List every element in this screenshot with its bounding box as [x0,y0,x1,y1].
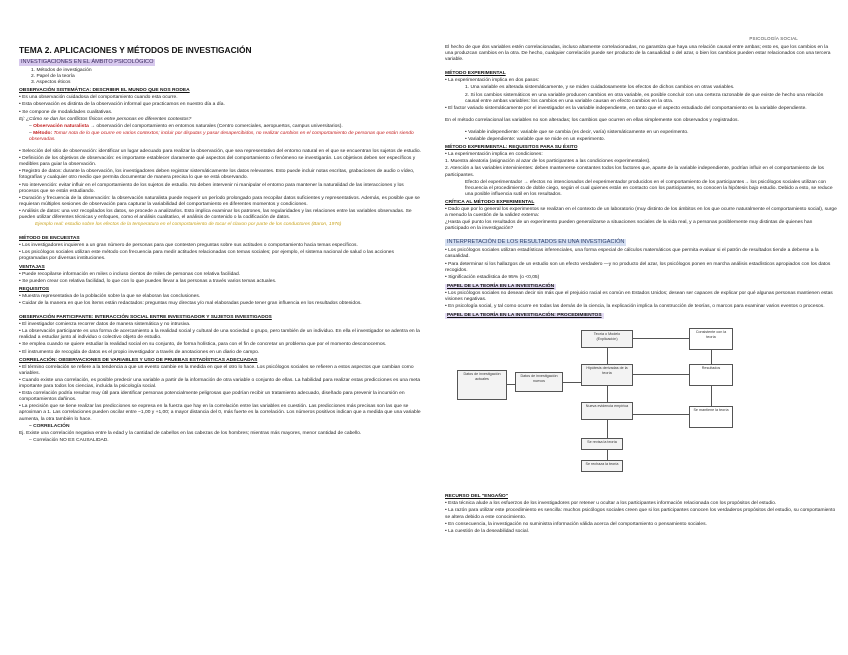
section-heading: MÉTODO EXPERIMENTAL [445,71,506,77]
diagram-connector [563,382,581,383]
diagram-connector [633,374,689,375]
diagram-box: Datos de investigación nuevos [515,372,563,392]
diagram-box: Consistente con la teoría [689,328,733,350]
paragraph: • El factor variado sistemáticamente por el investigador es la variable independiente, en tanto que el aspecto estudiado del comportamiento es la variable dependiente. [445,105,807,111]
diagram-connector [711,350,712,364]
section-subtitle: INVESTIGACIONES EN EL ÁMBITO PSICOLÓGICO [21,59,154,65]
paragraph: • Los psicólogos sociales utilizan este método con frecuencia para medir actitudes relacionadas con temas sociales; por ejemplo, el sistema nacional de salud o las acciones programadas por diversas instituciones. [19,250,394,262]
list-item: 1. Métodos de investigación [31,68,92,73]
paragraph: 2. Atención a las variables intervinientes: deben mantenerse constantes todos los factores que, aparte de la variable independiente, podrían influir en el comportamiento de los participantes. [445,166,824,178]
paragraph: • Duración y frecuencia de la observación: la observación naturalista puede requerir un período prolongado para recopilar datos suficientes y representativos. Además, es posible que se requieran múltiples sesiones de observación para capturar la variabilidad del comportamiento en diferentes momentos y condiciones. [19,195,420,207]
section-heading: OBSERVACIÓN SISTEMÁTICA: DESCRIBIR EL MUNDO QUE NOS RODEA [19,88,190,94]
diagram-box: Se mantiene la teoría [689,406,733,428]
diagram-connector [607,348,608,364]
left-column [19,45,422,445]
diagram-box: Resultados [689,364,733,386]
paragraph: • Selección del sitio de observación: identificar un lugar adecuado para realizar la observación, que sea representativo del entorno natural en el que se encuentran los sujetos de estudio. [19,149,421,155]
paragraph: En el método correlacional las variables no son alteradas; los cambios que ocurren en ellas simplemente son observados y registrados. [445,117,739,123]
diagram-connector [607,450,608,460]
subheading: – CORRELACIÓN [29,423,70,429]
list-item: 3. Aspectos éticos [31,80,71,86]
diagram-connector [633,414,689,415]
section-heading: MÉTODO EXPERIMENTAL: REQUISITOS PARA SU ÉXITO [445,145,578,151]
paragraph: • Los psicólogos sociales no desean decir sin más que el prejuicio racial es común en Estados Unidos; desean ser capaces de explicar por qué algunas personas mantienen estas visiones negativas. [445,290,833,302]
section-heading: PAPEL DE LA TEORÍA EN LA INVESTIGACIÓN [447,283,555,289]
right-column [445,45,837,536]
paragraph: • El instrumento de recogida de datos es el propio investigador a través de anotaciones en un diario de campo. [19,349,260,355]
diagram-connector [633,338,689,339]
paragraph: ¿Hasta qué punto los resultados de un experimento pueden generalizarse a situaciones sociales de la vida real, y a personas posiblemente muy distintas de quienes han participado en la investigación? [445,220,813,232]
section-heading: CORRELACIÓN: OBSERVACIONES DE VARIABLES Y USO DE PRUEBAS ESTADÍSTICAS ADECUADAS [19,357,258,363]
paragraph: • Análisis de datos: una vez recopilados los datos, se procede a analizarlos. Esto implica examinar los patrones, las regularidades y las relaciones entre las variables observadas. Se pueden utilizar diferentes técnicas y enfoques, como el análisis cualitativo, el análisis de contenido o la codificación de datos. [19,208,412,220]
highlight-term: Método: [33,130,53,136]
section-heading: RECURSO DEL "ENGAÑO" [445,494,508,500]
paragraph: – Observación naturalista → observación del comportamiento en entornos naturales (Centro comerciales, aeropuertos, campus universitarios). [29,123,343,129]
paragraph: • La experimentación implica en condiciones: [445,152,543,158]
paragraph: • La experimentación implica en dos pasos: [445,78,540,84]
paragraph: • Los psicólogos sociales utilizan estadísticas inferenciales, una forma especial de cálculos matemáticos que permita evaluar si el patrón de resultados tiende a deberse a la casualidad. [445,248,819,260]
paragraph: 1. Muestra aleatoria (asignación al azar de los participantes a las condiciones experimentales). [445,159,651,165]
paragraph: • Se pueden crear con relativa facilidad, lo que con lo que puedes llevar a las personas a través varios temas actuales. [19,278,277,284]
paragraph: 2. Si los cambios sistemáticos en una variable producen cambios en otra variable, es posible concluir con una certeza razonable de que existe de hecho una relación causal entre ambas variables: los cambios en una variable causan en efecto cambios en la otra. [465,92,824,104]
section-heading: REQUISITOS [19,286,50,292]
paragraph: • Para determinar si los hallazgos de un estudio son un efecto verdadero —y no producto del azar, los psicólogos ponen en marcha análisis estadísticos apropiados con los datos recogidos. [445,261,831,273]
example-question: Ej: ¿Cómo se dan los conflictos físicos entre personas en diferentes contextos? [19,116,192,122]
paragraph: Ej. Existe una correlación negativa entre la edad y la cantidad de cabellos en las cabezas de los hombres; mientras más mayores, menor cantidad de cabello. [19,430,362,436]
paragraph: • Esta observación es distinta de la observación informal que practicamos en nuestro día a día. [19,102,225,108]
paragraph: • La razón para utilizar este procedimiento es sencilla: muchos psicólogos sociales creen que si los participantes conocen los verdaderos propósitos del estudio, su comportamiento se altera debido a este conocimiento. [445,508,836,520]
section-heading: VENTAJAS [19,264,45,270]
paragraph: • Puede recopilarse información en miles o incluso cientos de miles de personas con relativa facilidad. [19,271,241,277]
diagram-box: Teoría o Modelo (Explicación) [581,330,633,348]
paragraph: • La observación participante es una forma de acercamiento a la realidad social y cultural de una sociedad o grupo, pero también de un individuo. En ella el investigador se adentra en la realidad a estudiar junto al individuo o colectivo objeto de estudio. [19,329,420,341]
contents-list [31,68,422,86]
paragraph: • La cuestión de la deseabilidad social. [445,528,530,534]
theory-diagram [445,324,837,492]
diagram-connector [607,420,608,438]
paragraph: • El término correlación se refiere a la tendencia a que un evento cambie en la medida en que el otro lo hace. Los psicólogos sociales se refieren a estos aspectos que cambian como variables. [19,364,414,376]
section-heading: MÉTODO DE ENCUESTAS [19,236,80,242]
paragraph: • Dado que por lo general los experimentos se realizan en el contexto de un laboratorio (muy distinto de los ámbitos en los que ocurre naturalmente el comportamiento social), surge a menudo la cuestión de la validez externa: [445,206,837,219]
diagram-connector [711,386,712,406]
paragraph: • Registro de datos: durante la observación, los investigadores deben registrar sistemáticamente los datos relevantes. Esto puede incluir notas escritas, grabaciones de audio o vídeo, fotografías y cualquier otro medio que permita documentar de manera precisa lo que se está observando. [19,169,415,181]
diagram-connector [607,386,608,402]
paragraph: • Definición de los objetivos de observación: es importante establecer claramente qué aspectos del comportamiento o fenómeno se investigarán. Los objetivos deben ser específicos y medibles para guiar la observación. [19,156,416,168]
paragraph: • Los investigadores inquieren a un gran número de personas para que contesten preguntas sobre sus actitudes o comportamiento hacia temas específicos. [19,243,358,249]
paragraph: • Cuidar de la manera en que los ítems están redactados: preguntas muy directas y/o mal elaboradas puede tener gran influencia en los resultados obtenidos. [19,301,362,306]
paragraph: • No intervención: evitar influir en el comportamiento de los sujetos de estudio. No deben intervenir ni manipular el entorno para mantener la naturalidad de las interacciones y los procesos que se están estudiando. [19,182,404,194]
paragraph: • En psicología social, y tal como ocurre en todas las demás de la ciencia, la explicación implica la construcción de teorías, o marcos para examinar varios eventos o procesos. [445,304,825,310]
paragraph: • Cuando existe una correlación, es posible predecir una variable a partir de la información de otra variable o conjunto de ellas. La habilidad para realizar estas predicciones es una meta importante para todos los ciencias, incluida la psicología social. [19,377,421,390]
running-header: PSICOLOGÍA SOCIAL [749,36,798,41]
section-heading: PAPEL DE LA TEORÍA EN LA INVESTIGACIÓN: PROCEDIMIENTOS [447,313,602,319]
paragraph: El hecho de que dos variables estén correlacionadas, incluso altamente correlacionadas, no garantiza que haya una relación causal entre ambas; esto es, que los cambios en la una produzcan cambios en la otra. De hecho, cualquier correlación puede ser producto de la casualidad o del azar, o bien los cambios pueden estar relacionados con una tercera variable. [445,45,831,63]
paragraph: • Significación estadística de 95% (o <0,05) [445,274,540,280]
example-text: Ejemplo real: estudio sobre los efectos de la temperatura en el comportamiento de tocar el claxon por parte de los conductores (Baron, 1976) [35,222,342,228]
list-item: 2. Papel de la teoría [31,74,75,80]
paragraph: • Variable dependiente: variable que se mide en un experimento. [465,137,606,143]
paragraph: 1. Una variable es alterada sistemáticamente, y se miden cuidadosamente los efectos de dichos cambios en otras variables. [465,85,735,91]
paragraph: • Es una observación cuidadosa del comportamiento cuando esta ocurre. [19,95,178,101]
paragraph: • Se emplea cuando se quiere estudiar la realidad social en su conjunto, de forma holística, para con el fin de concretar un problema que por el momento desconocemos. [19,342,387,348]
diagram-connector [507,384,515,385]
diagram-box: Nueva evidencia empírica [581,402,633,420]
paragraph: Efecto del experimentador → efectos no intencionados del experimentador producidos en el comportamiento de los participantes→ los psicólogos sociales utilizan con frecuencia el procedimiento de doble ciego, según el cual quienes están en contacto con los participantes, no conocen la hipótesis bajo estudio. Debido a esto, se reduce una posible influencia sutil en los resultados. [465,179,833,197]
section-heading: OBSERVACIÓN PARTICIPANTE: INTERACCIÓN SOCIAL ENTRE INVESTIGADOR Y SUJETOS INVESTIGADOS [19,315,272,321]
paragraph: • El investigador comienza recorrer datos de manera sistemática y no intrusiva. [19,322,191,328]
diagram-box: Hipótesis derivadas de la teoría [581,364,633,386]
paragraph: • La precisión que se tiene realizar las predicciones se expresa en la fuerza que hay en la correlación entre las variables en cuestión. Las predicciones más precisas son las que se aproximan a 1. Las correlaciones pueden oscilar entre −1,00 y +1,00; a mayor distancia del 0, más fuerte es la correlación. Los números positivos indican que a medida que una variable aumenta, la otra también lo hace. [19,404,421,422]
diagram-box: Datos de investigación actuales [457,370,507,400]
section-heading: INTERPRETACIÓN DE LOS RESULTADOS EN UNA INVESTIGACIÓN [447,239,625,246]
paragraph: – Método: Tomar nota de lo que ocurre en varios contextos; incluir por disputas y pasar desapercibidos, no realizar cambios en el comportamiento de personas que están siendo observadas. [29,130,414,142]
diagram-box: Se revisa la teoría [581,438,623,450]
paragraph: • Esta correlación podría resultar muy útil para identificar personas potencialmente peligrosas que podrían recibir un tratamiento adecuado, diseñado para prevenir la incursión en comportamientos dañinos. [19,391,405,403]
paragraph: • Variable independiente: variable que se cambia (es decir, varía) sistemáticamente en un experimento. [465,129,689,135]
paragraph: • Muestra representativa de la población sobre la que se elaboran las conclusiones. [19,293,201,299]
highlight-term: Observación naturalista [33,123,89,129]
paragraph: • Esta técnica alude a los esfuerzos de los investigadores por retener u ocultar a los participantes información relacionada con los propósitos del estudio. [445,501,777,507]
diagram-box: Se rechaza la teoría [581,460,623,472]
paragraph: – Correlación NO ES CAUSALIDAD. [29,437,109,443]
page-title: TEMA 2. APLICACIONES Y MÉTODOS DE INVESTIGACIÓN [19,45,252,55]
paragraph: • En consecuencia, la investigación no suministra información válida acerca del comportamiento o pensamiento sociales. [445,521,707,527]
paragraph: • Se compone de modalidades cualitativas. [19,109,113,115]
section-heading: CRÍTICA AL MÉTODO EXPERIMENTAL [445,199,535,205]
